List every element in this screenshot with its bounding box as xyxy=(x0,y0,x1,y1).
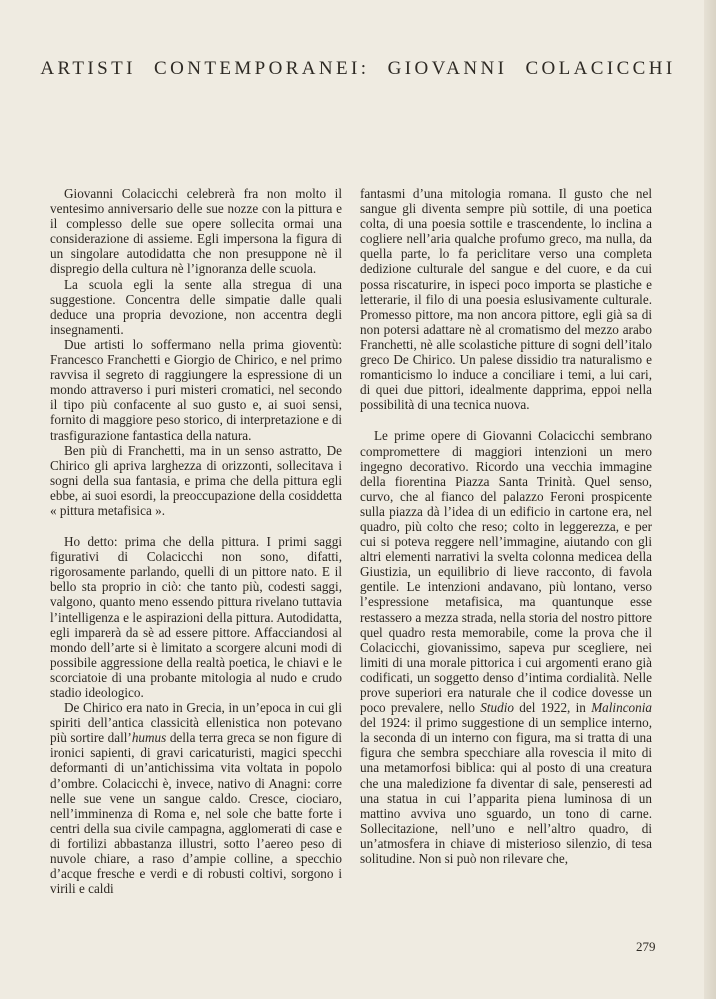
running-header: ARTISTI CONTEMPORANEI: GIOVANNI COLACICCHI xyxy=(40,58,676,79)
text-run: del 1922, in xyxy=(513,700,592,716)
page-number: 279 xyxy=(636,939,656,954)
paragraph: Ben più di Franchetti, ma in un senso astratto, De Chirico gli apriva larghezza di orizzonti, sollecitava i sogni della sua fantasia, e prima che della pittura egli ebbe, ai suoi esordi, la preoccupazione della cosiddetta « pittura metafisica ». xyxy=(50,442,342,518)
paragraph xyxy=(50,700,342,896)
text-run: della terra greca se non figure di ironici sapienti, di gravi caricaturisti, magici specchi deformanti di un’antichissima vita voltata in popolo d’ombre. Colacicchi è, invece, nativo di Anagni: corre nelle sue vene un sangue caldo. Cresce, ciociaro, nell’imminenza di Roma e, nel sole che batte forte i centri della sua civile campagna, agglomerati di case e di fortilizi abbastanza illustri, sotto l’aereo peso di nuvole chiare, a raso d’ampie colline, a specchio d’acque fresche e verdi e di robusti coltivi, sorgono i virili e caldi xyxy=(50,730,342,897)
italic-title: Malinconia xyxy=(591,700,652,716)
paragraph: fantasmi d’una mitologia romana. Il gusto che nel sangue gli diventa sempre più sottile, di una poetica colta, di una poesia sottile e trascendente, lo inclina a cogliere nell’aria qualche profumo greco, ma nulla, da quella parte, lo fa periclitare verso una completa dedizione culturale del sangue e del cuore, e da cui possa riscaturire, in ispeci poco importa se plastiche e letterarie, il filo di una poesia eslusivamente culturale. Promesso pittore, ma non ancora pittore, egli già sa di non potersi adattare nè al cromatismo del mezzo arabo Franchetti, nè alle scolastiche pitture di sogni dell’italo greco De Chirico. Un palese dissidio tra naturalismo e romanticismo lo induce a conciliare i temi, a lui cari, di quei due pittori, idealmente dapprima, eppoi nella possibilità di una tecnica nuova. xyxy=(360,186,652,413)
page-edge xyxy=(704,0,716,999)
paragraph: La scuola egli la sente alla stregua di una suggestione. Concentra delle simpatie dalle quali deduce una propria devozione, non accentra degli insegnamenti. xyxy=(50,276,342,337)
italic-title: Studio xyxy=(480,700,514,716)
italic-term: humus xyxy=(131,730,167,746)
paragraph xyxy=(360,428,652,866)
left-column xyxy=(50,186,342,896)
text-run: De Chirico era nato in Grecia, in un’epoca in cui gli spiriti dell’antica classicità ellenistica non potevano più sortire dall’ xyxy=(50,700,342,746)
text-run: Le prime opere di Giovanni Colacicchi sembrano compromettere di maggiori intenzioni un mero ingegno decorativo. Ricordo una vecchia immagine della fiorentina Piazza Santa Trinità. Quel senso, curvo, che al fianco del palazzo Feroni prospicente sulla piazza dà l’idea di un edificio in cartone era, nel quadro, più colto che reso; colto in leggerezza, e per cui si poteva reggere nell’immagine, aiutando con gli altri elementi narrativi la svelta colonna medicea della Giustizia, un equilibrio di lieve racconto, di favola gentile. Le intenzioni andavano, più lontano, verso l’espressione metafisica, ma quantunque esse restassero a mezza strada, nella storia del nostro pittore quel quadro resta memorabile, come la prova che il Colacicchi, giovanissimo, sapeva pur scegliere, nei limiti di una morale pittorica i cui argomenti erano già codificati, un soggetto denso d’intima cordialità. Nelle prove superiori era naturale che il codice dovesse un poco prevalere, nello xyxy=(360,428,652,716)
paragraph: Ho detto: prima che della pittura. I primi saggi figurativi di Colacicchi non sono, difatti, rigorosamente parlando, quelli di un pittore nato. E il bello sta proprio in ciò: che tanto più, codesti saggi, valgono, quanto meno essendo pittura rivelano tuttavia l’intelligenza e le aspirazioni della pittura. Autodidatta, egli imparerà da sè ad essere pittore. Affacciandosi al mondo dell’arte si è limitato a scorgere alcuni modi di possibile aggressione della realtà poetica, le chiavi e le scorciatoie di una probante mitologia al nudo e crudo stadio ideologico. xyxy=(50,534,342,700)
text-run: del 1924: il primo suggestione di un semplice interno, la seconda di un interno con figura, ma si tratta di una figura che sembra specchiare alla rovescia il mito di una metamorfosi biblica: qui al posto di una creatura che una maledizione fa diventar di sale, penseresti ad una statua in cui l’apparita piena luminosa di un mattino avviva uno sguardo, un tono di carne. Sollecitazione, nell’uno e nell’altro quadro, di un’atmosfera in chiave di misterioso silenzio, di tesa solitudine. Non si può non rilevare che, xyxy=(360,715,652,867)
paragraph: Giovanni Colacicchi celebrerà fra non molto il ventesimo anniversario delle sue nozze con la pittura e il complesso delle sue opere sollecita ormai una considerazione di assieme. Egli impersona la figura di un singolare autodidatta che non presuppone nè il dispregio della cultura nè l’ignoranza delle scuola. xyxy=(50,186,342,277)
right-column xyxy=(360,186,652,866)
paragraph: Due artisti lo soffermano nella prima gioventù: Francesco Franchetti e Giorgio de Chirico, e nel primo ravvisa il segreto di raggiungere la espressione di un mondo attraverso i puri misteri cromatici, nel secondo il tipo più confacente al suo gusto e, ai suoi sensi, fornito di maggiore peso storico, di interpretazione e di trasfigurazione fantastica della natura. xyxy=(50,336,342,443)
